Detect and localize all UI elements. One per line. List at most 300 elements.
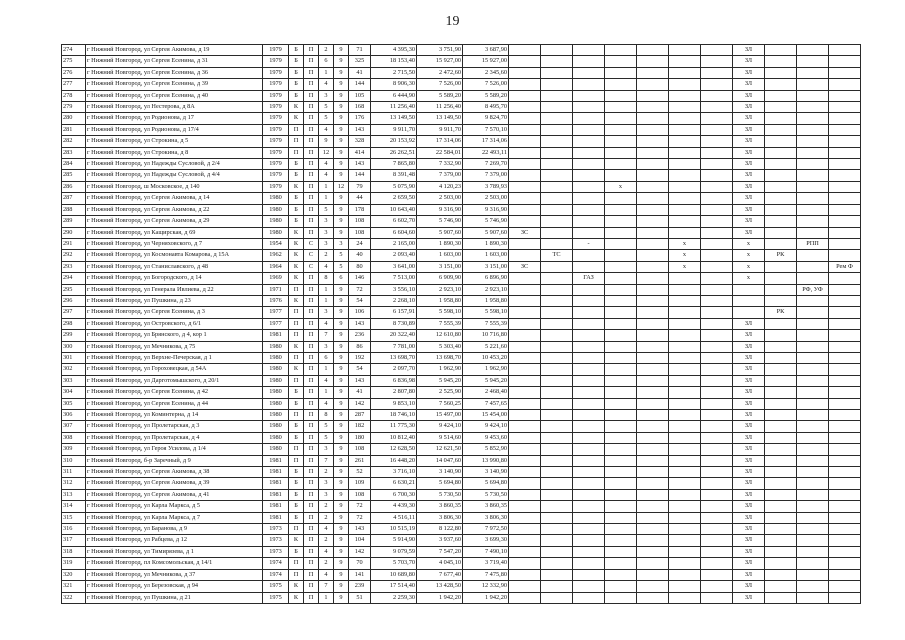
table-cell <box>701 216 733 227</box>
table-cell: 9 <box>334 79 349 90</box>
table-cell: К <box>289 535 304 546</box>
table-cell <box>797 444 829 455</box>
table-cell <box>541 501 573 512</box>
table-cell: 287 <box>349 410 371 421</box>
table-cell: 1981 <box>263 489 289 500</box>
table-cell: ЗЛ <box>733 45 765 56</box>
table-cell <box>701 489 733 500</box>
table-cell: 9 <box>334 455 349 466</box>
table-cell: 5 <box>334 261 349 272</box>
table-cell <box>605 170 637 181</box>
table-cell: г Нижний Новгород, ул Сергея Есенина, д 31 <box>86 56 263 67</box>
table-row <box>62 421 861 432</box>
table-cell <box>541 421 573 432</box>
table-cell <box>701 193 733 204</box>
table-cell <box>637 352 669 363</box>
table-cell <box>541 204 573 215</box>
table-cell: 1976 <box>263 295 289 306</box>
table-cell: 7 <box>319 581 334 592</box>
table-cell: 2 <box>319 558 334 569</box>
table-cell: 306 <box>62 410 86 421</box>
table-cell: 142 <box>349 398 371 409</box>
table-cell: 11 775,30 <box>371 421 417 432</box>
table-cell: г Нижний Новгород, ул Пролетарская, д 3 <box>86 421 263 432</box>
table-cell: 20 322,40 <box>371 330 417 341</box>
table-row <box>62 79 861 90</box>
table-cell <box>765 79 797 90</box>
table-cell: П <box>304 227 319 238</box>
table-cell <box>669 421 701 432</box>
table-cell <box>573 90 605 101</box>
table-cell: 9 <box>334 364 349 375</box>
table-cell <box>541 67 573 78</box>
table-cell <box>509 455 541 466</box>
table-cell <box>701 410 733 421</box>
table-cell <box>541 45 573 56</box>
table-cell <box>605 581 637 592</box>
table-cell <box>541 295 573 306</box>
table-cell <box>701 113 733 124</box>
table-cell: 1979 <box>263 159 289 170</box>
table-cell: П <box>304 592 319 603</box>
table-cell <box>765 216 797 227</box>
table-cell: 9 <box>334 410 349 421</box>
table-cell <box>605 159 637 170</box>
table-cell: 9 824,70 <box>463 113 509 124</box>
table-cell <box>669 147 701 158</box>
table-cell: П <box>289 136 304 147</box>
table-cell: ЗЛ <box>733 341 765 352</box>
table-row <box>62 478 861 489</box>
table-cell <box>573 216 605 227</box>
table-cell <box>765 592 797 603</box>
table-cell <box>765 330 797 341</box>
table-cell <box>669 592 701 603</box>
table-cell <box>669 204 701 215</box>
table-row <box>62 307 861 318</box>
table-cell <box>765 204 797 215</box>
table-cell <box>765 444 797 455</box>
table-cell: 176 <box>349 113 371 124</box>
table-cell: ЗЛ <box>733 124 765 135</box>
table-cell <box>509 56 541 67</box>
table-cell <box>765 501 797 512</box>
table-cell: П <box>289 307 304 318</box>
table-cell: П <box>304 478 319 489</box>
table-cell: 2 093,40 <box>371 250 417 261</box>
table-cell: 26 262,51 <box>371 147 417 158</box>
table-cell <box>509 501 541 512</box>
table-cell: 1 <box>319 295 334 306</box>
table-cell <box>829 193 861 204</box>
table-cell: 1 958,80 <box>417 295 463 306</box>
table-cell <box>509 45 541 56</box>
table-cell <box>765 136 797 147</box>
table-cell <box>509 330 541 341</box>
table-cell: 5 945,20 <box>463 375 509 386</box>
table-cell: ЗЛ <box>733 216 765 227</box>
table-cell: г Нижний Новгород, ул Сергея Есенина, д 3 <box>86 307 263 318</box>
table-cell <box>573 56 605 67</box>
table-cell <box>605 136 637 147</box>
table-cell <box>701 159 733 170</box>
table-cell: г Нижний Новгород, ул Надежды Сусловой, д 4/4 <box>86 170 263 181</box>
table-cell: ЗЛ <box>733 90 765 101</box>
table-row <box>62 398 861 409</box>
table-cell: ЗЛ <box>733 558 765 569</box>
table-cell: Б <box>289 79 304 90</box>
table-cell: 281 <box>62 124 86 135</box>
table-cell <box>541 569 573 580</box>
table-cell <box>669 193 701 204</box>
table-cell <box>701 307 733 318</box>
table-cell <box>797 375 829 386</box>
table-cell: П <box>304 410 319 421</box>
table-cell: 9 <box>334 512 349 523</box>
table-cell: г Нижний Новгород, ул Карла Маркса, д 5 <box>86 501 263 512</box>
table-cell: 1980 <box>263 398 289 409</box>
table-cell: 7 555,39 <box>417 318 463 329</box>
table-cell: 2 503,00 <box>463 193 509 204</box>
table-cell <box>541 524 573 535</box>
table-cell <box>637 204 669 215</box>
table-cell <box>509 352 541 363</box>
table-cell: ЗЛ <box>733 546 765 557</box>
table-cell <box>829 352 861 363</box>
table-cell <box>765 546 797 557</box>
table-row <box>62 227 861 238</box>
table-cell: 9 <box>334 352 349 363</box>
table-cell <box>509 90 541 101</box>
table-cell <box>765 467 797 478</box>
table-cell: 7 332,90 <box>417 159 463 170</box>
table-cell: 104 <box>349 535 371 546</box>
table-cell: г Нижний Новгород, ул Березовская, д 94 <box>86 581 263 592</box>
table-cell <box>605 193 637 204</box>
table-cell: ЗЛ <box>733 193 765 204</box>
table-cell: 8 906,30 <box>371 79 417 90</box>
table-cell: П <box>304 501 319 512</box>
table-cell: г Нижний Новгород, ул Карла Маркса, д 7 <box>86 512 263 523</box>
table-cell: 1979 <box>263 45 289 56</box>
table-cell: 279 <box>62 102 86 113</box>
table-cell: ЗЛ <box>733 421 765 432</box>
table-cell: ЗЛ <box>733 147 765 158</box>
table-cell: 318 <box>62 546 86 557</box>
table-cell <box>669 79 701 90</box>
table-cell: 5 746,90 <box>417 216 463 227</box>
table-cell: 8 <box>319 410 334 421</box>
table-cell <box>573 261 605 272</box>
table-cell: П <box>289 284 304 295</box>
table-cell: 1980 <box>263 375 289 386</box>
table-cell: Б <box>289 398 304 409</box>
table-cell <box>797 535 829 546</box>
table-cell <box>573 67 605 78</box>
table-cell <box>573 330 605 341</box>
table-cell <box>637 56 669 67</box>
table-cell: ЗЛ <box>733 581 765 592</box>
table-cell: К <box>289 181 304 192</box>
table-cell <box>669 227 701 238</box>
table-cell <box>509 535 541 546</box>
table-cell <box>701 124 733 135</box>
table-cell: г Нижний Новгород, ул Пушкина, д 23 <box>86 295 263 306</box>
table-cell: 6 630,21 <box>371 478 417 489</box>
table-cell <box>701 535 733 546</box>
table-cell: РПП <box>797 238 829 249</box>
table-cell: П <box>304 535 319 546</box>
table-cell: П <box>304 136 319 147</box>
table-row <box>62 535 861 546</box>
table-cell: 2 259,30 <box>371 592 417 603</box>
table-cell: П <box>304 45 319 56</box>
table-cell: ЗЛ <box>733 79 765 90</box>
table-cell: ЗЛ <box>733 478 765 489</box>
table-cell: г Нижний Новгород, ул Пушкина, д 21 <box>86 592 263 603</box>
table-cell: 298 <box>62 318 86 329</box>
table-cell <box>765 478 797 489</box>
table-cell: 1981 <box>263 501 289 512</box>
table-cell <box>573 352 605 363</box>
table-cell <box>765 273 797 284</box>
table-cell <box>573 45 605 56</box>
table-cell <box>573 375 605 386</box>
table-cell <box>605 341 637 352</box>
table-cell <box>669 136 701 147</box>
table-cell: 17 314,06 <box>417 136 463 147</box>
table-cell <box>509 524 541 535</box>
table-cell <box>573 592 605 603</box>
table-cell: 4 439,30 <box>371 501 417 512</box>
table-cell: 302 <box>62 364 86 375</box>
table-row <box>62 124 861 135</box>
table-cell <box>669 546 701 557</box>
table-row <box>62 489 861 500</box>
table-cell: 1979 <box>263 102 289 113</box>
table-row <box>62 181 861 192</box>
page-number: 19 <box>445 14 460 29</box>
table-cell <box>605 569 637 580</box>
table-cell: К <box>289 250 304 261</box>
table-cell <box>573 398 605 409</box>
table-cell <box>541 398 573 409</box>
table-cell <box>637 455 669 466</box>
table-cell: 2 503,00 <box>417 193 463 204</box>
table-cell: К <box>289 581 304 592</box>
table-cell <box>797 56 829 67</box>
table-cell <box>509 387 541 398</box>
table-cell <box>605 352 637 363</box>
table-cell: 7 379,00 <box>417 170 463 181</box>
table-cell <box>829 421 861 432</box>
table-cell <box>605 250 637 261</box>
table-cell: 1971 <box>263 284 289 295</box>
table-cell: г Нижний Новгород, пл Комсомольская, д 14/1 <box>86 558 263 569</box>
table-cell: П <box>304 124 319 135</box>
table-cell: 1 603,00 <box>463 250 509 261</box>
table-cell: 14 047,60 <box>417 455 463 466</box>
table-cell: г Нижний Новгород, ул Рабцева, д 12 <box>86 535 263 546</box>
table-cell <box>829 56 861 67</box>
table-cell <box>701 284 733 295</box>
table-cell: 8 <box>319 273 334 284</box>
table-cell <box>797 410 829 421</box>
table-cell <box>829 341 861 352</box>
table-cell: 9 <box>334 478 349 489</box>
table-cell: г Нижний Новгород, ул Кащирская, д 69 <box>86 227 263 238</box>
table-cell <box>541 410 573 421</box>
table-cell: 5 <box>319 113 334 124</box>
table-cell: 7 <box>319 330 334 341</box>
table-cell: 5 945,20 <box>417 375 463 386</box>
table-cell: г Нижний Новгород, ул Пролетарская, д 4 <box>86 432 263 443</box>
table-cell: 9 <box>334 432 349 443</box>
table-cell <box>797 273 829 284</box>
table-cell <box>605 375 637 386</box>
table-cell: ЗЛ <box>733 489 765 500</box>
table-cell <box>509 273 541 284</box>
table-cell <box>797 387 829 398</box>
table-cell: 1979 <box>263 136 289 147</box>
table-cell <box>541 261 573 272</box>
table-cell: 9 <box>334 387 349 398</box>
table-cell <box>573 193 605 204</box>
table-cell: 4 <box>319 546 334 557</box>
table-cell <box>637 330 669 341</box>
table-cell: г Нижний Новгород, ул Надежды Сусловой, д 2/4 <box>86 159 263 170</box>
table-cell <box>701 455 733 466</box>
table-cell <box>605 227 637 238</box>
table-cell: 9 <box>334 193 349 204</box>
table-cell: 2 715,50 <box>371 67 417 78</box>
table-cell <box>509 216 541 227</box>
table-cell: 6 444,90 <box>371 90 417 101</box>
table-cell <box>701 467 733 478</box>
table-cell <box>765 489 797 500</box>
table-cell: РК <box>765 250 797 261</box>
table-cell: 3 151,00 <box>463 261 509 272</box>
table-cell <box>797 79 829 90</box>
table-cell <box>669 67 701 78</box>
table-cell <box>573 250 605 261</box>
table-cell: 15 927,00 <box>417 56 463 67</box>
table-cell: 11 256,40 <box>371 102 417 113</box>
table-row <box>62 90 861 101</box>
table-cell <box>573 467 605 478</box>
table-cell: ЗЛ <box>733 204 765 215</box>
table-cell: 294 <box>62 273 86 284</box>
table-cell <box>797 478 829 489</box>
table-cell: г Нижний Новгород, ул Сергея Есенина, д 36 <box>86 67 263 78</box>
table-cell <box>765 569 797 580</box>
table-cell: 3 <box>319 90 334 101</box>
table-row <box>62 136 861 147</box>
table-cell: 4 <box>319 261 334 272</box>
table-cell: 9 <box>334 421 349 432</box>
table-cell: П <box>304 67 319 78</box>
table-cell: Б <box>289 216 304 227</box>
table-cell: 9 <box>319 136 334 147</box>
table-row <box>62 45 861 56</box>
table-cell <box>541 330 573 341</box>
table-cell <box>701 546 733 557</box>
table-cell: Б <box>289 193 304 204</box>
table-row <box>62 238 861 249</box>
table-cell <box>765 387 797 398</box>
table-cell: 7 560,25 <box>417 398 463 409</box>
table-cell: 299 <box>62 330 86 341</box>
table-cell <box>829 159 861 170</box>
table-cell: 9 <box>334 444 349 455</box>
table-cell: 1 <box>319 592 334 603</box>
table-cell: 5 694,80 <box>463 478 509 489</box>
table-cell: 1954 <box>263 238 289 249</box>
table-cell <box>701 478 733 489</box>
table-cell <box>797 307 829 318</box>
table-cell <box>829 330 861 341</box>
table-row <box>62 569 861 580</box>
table-row <box>62 501 861 512</box>
table-cell: г Нижний Новгород, ул Гороховецкая, д 54А <box>86 364 263 375</box>
table-cell: П <box>304 421 319 432</box>
table-cell <box>797 421 829 432</box>
table-cell: 1980 <box>263 352 289 363</box>
table-cell <box>669 512 701 523</box>
table-cell <box>509 318 541 329</box>
table-cell: 1980 <box>263 341 289 352</box>
table-cell: 4 <box>319 524 334 535</box>
table-cell: 108 <box>349 444 371 455</box>
table-cell <box>573 79 605 90</box>
table-cell: ЗЛ <box>733 535 765 546</box>
table-cell <box>765 227 797 238</box>
table-cell: х <box>605 181 637 192</box>
table-cell <box>541 432 573 443</box>
table-cell <box>701 79 733 90</box>
table-cell <box>797 227 829 238</box>
table-cell <box>637 398 669 409</box>
table-cell <box>541 147 573 158</box>
table-cell: 54 <box>349 364 371 375</box>
table-cell: Б <box>289 512 304 523</box>
table-cell: 41 <box>349 387 371 398</box>
table-cell <box>541 535 573 546</box>
table-cell: 7 677,40 <box>417 569 463 580</box>
table-cell: П <box>304 352 319 363</box>
table-cell: ЗЛ <box>733 467 765 478</box>
table-cell <box>637 501 669 512</box>
table-cell: 414 <box>349 147 371 158</box>
table-cell: К <box>289 261 304 272</box>
table-cell: 304 <box>62 387 86 398</box>
table-cell: 1981 <box>263 467 289 478</box>
table-cell: П <box>304 79 319 90</box>
table-cell <box>701 204 733 215</box>
table-cell: 9 <box>334 124 349 135</box>
table-cell: Б <box>289 501 304 512</box>
table-cell <box>701 181 733 192</box>
table-cell <box>637 79 669 90</box>
table-cell <box>733 307 765 318</box>
table-cell: 274 <box>62 45 86 56</box>
table-cell: 325 <box>349 56 371 67</box>
table-cell: 6 <box>334 273 349 284</box>
table-cell: г Нижний Новгород, ул Строкина, д 8 <box>86 147 263 158</box>
table-cell: ТС <box>541 250 573 261</box>
table-cell: г Нижний Новгород, ул Сергея Есенина, д 39 <box>86 79 263 90</box>
table-cell <box>573 444 605 455</box>
